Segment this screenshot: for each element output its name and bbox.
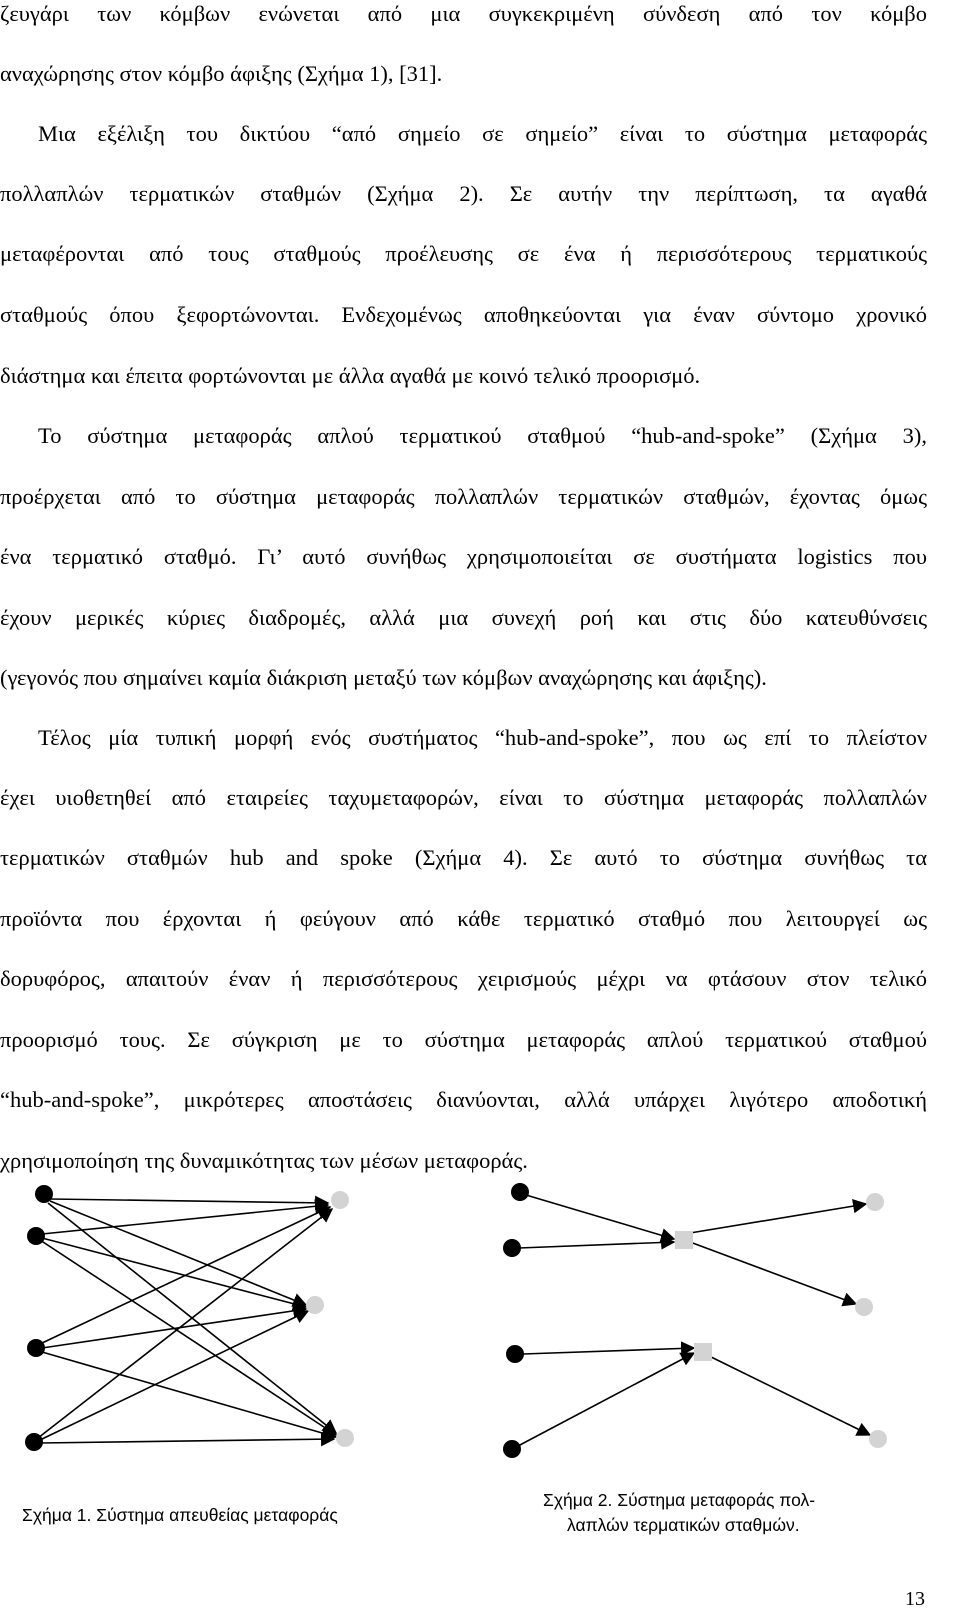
paragraph-line: ένα τερματικό σταθμό. Γι’ αυτό συνήθως χρησιμοποιείται σε συστήματα logistics που bbox=[0, 544, 927, 569]
paragraph-line: ζευγάρι των κόμβων ενώνεται από μια συγκεκριμένη σύνδεση από τον κόμβο bbox=[0, 1, 927, 26]
paragraph-line: προέρχεται από το σύστημα μεταφοράς πολλαπλών τερματικών σταθμών, έχοντας όμως bbox=[0, 484, 927, 509]
destination-nodes bbox=[306, 1191, 354, 1447]
figures-area bbox=[0, 1170, 960, 1470]
paragraph-line: πολλαπλών τερματικών σταθμών (Σχήμα 2). Σε αυτήν την περίπτωση, τα αγαθά bbox=[0, 181, 927, 206]
paragraph-line: μεταφέρονται από τους σταθμούς προέλευσης σε ένα ή περισσότερους τερματικούς bbox=[0, 241, 927, 266]
paragraph-line: έχουν μερικές κύριες διαδρομές, αλλά μια συνεχή ροή και στις δύο κατευθύνσεις bbox=[0, 605, 927, 630]
terminal-node bbox=[694, 1343, 712, 1361]
origin-node bbox=[506, 1345, 524, 1363]
destination-node bbox=[331, 1191, 349, 1209]
origin-nodes-2 bbox=[503, 1183, 529, 1458]
origin-node bbox=[503, 1440, 521, 1458]
page-number: 13 bbox=[905, 1588, 925, 1610]
origin-nodes bbox=[25, 1185, 53, 1451]
destination-node bbox=[336, 1429, 354, 1447]
paragraph-line: Τέλος μία τυπική μορφή ενός συστήματος “hub-and-spoke”, που ως επί το πλείστον bbox=[38, 725, 927, 750]
figure-1-diagram bbox=[25, 1185, 354, 1451]
figure-2-caption-line-2: λαπλών τερματικών σταθμών. bbox=[567, 1515, 800, 1535]
paragraph-line: δορυφόρος, απαιτούν έναν ή περισσότερους χειρισμούς μέχρι να φτάσουν στον τελικό bbox=[0, 966, 927, 991]
figure-2-diagram bbox=[503, 1183, 887, 1458]
paragraph-line: (γεγονός που σημαίνει καμία διάκριση μεταξύ των κόμβων αναχώρησης και άφιξης). bbox=[0, 665, 767, 690]
terminal-node bbox=[675, 1231, 693, 1249]
terminal-nodes bbox=[675, 1231, 712, 1361]
origin-node bbox=[25, 1433, 43, 1451]
destination-node bbox=[866, 1193, 884, 1211]
destination-node bbox=[869, 1430, 887, 1448]
destination-node bbox=[306, 1296, 324, 1314]
destination-node bbox=[855, 1298, 873, 1316]
figure-1-caption: Σχήμα 1. Σύστημα απευθείας μεταφοράς bbox=[22, 1505, 338, 1525]
paragraph-line: προορισμό τους. Σε σύγκριση με το σύστημα μεταφοράς απλού τερματικού σταθμού bbox=[0, 1027, 927, 1052]
origin-node bbox=[27, 1227, 45, 1245]
origin-node bbox=[35, 1185, 53, 1203]
terminal-links bbox=[518, 1195, 870, 1446]
figure-2-caption-line-1: Σχήμα 2. Σύστημα μεταφοράς πολ- bbox=[543, 1490, 816, 1510]
paragraph-line: αναχώρησης στον κόμβο άφιξης (Σχήμα 1), [31]. bbox=[0, 61, 443, 86]
paragraph-line: Το σύστημα μεταφοράς απλού τερματικού σταθμού “hub-and-spoke” (Σχήμα 3), bbox=[38, 423, 927, 448]
origin-node bbox=[27, 1339, 45, 1357]
paragraph-line: έχει υιοθετηθεί από εταιρείες ταχυμεταφορών, είναι το σύστημα μεταφοράς πολλαπλών bbox=[0, 785, 927, 810]
direct-links bbox=[38, 1199, 336, 1443]
paragraph-line: σταθμούς όπου ξεφορτώνονται. Ενδεχομένως αποθηκεύονται για έναν σύντομο χρονικό bbox=[0, 302, 927, 327]
paragraph-line: τερματικών σταθμών hub and spoke (Σχήμα 4). Σε αυτό το σύστημα συνήθως τα bbox=[0, 845, 927, 870]
network-diagrams bbox=[0, 1170, 960, 1470]
destination-nodes-2 bbox=[855, 1193, 887, 1448]
paragraph-line: Μια εξέλιξη του δικτύου “από σημείο σε σημείο” είναι το σύστημα μεταφοράς bbox=[38, 121, 927, 146]
paragraph-line: διάστημα και έπειτα φορτώνονται με άλλα αγαθά με κοινό τελικό προορισμό. bbox=[0, 363, 701, 388]
paragraph-line: χρησιμοποίηση της δυναμικότητας των μέσων μεταφοράς. bbox=[0, 1148, 528, 1173]
origin-node bbox=[511, 1183, 529, 1201]
paragraph-line: προϊόντα που έρχονται ή φεύγουν από κάθε τερματικό σταθμό που λειτουργεί ως bbox=[0, 906, 927, 931]
paragraph-line: “hub-and-spoke”, μικρότερες αποστάσεις διανύονται, αλλά υπάρχει λιγότερο αποδοτική bbox=[0, 1087, 927, 1112]
origin-node bbox=[503, 1239, 521, 1257]
